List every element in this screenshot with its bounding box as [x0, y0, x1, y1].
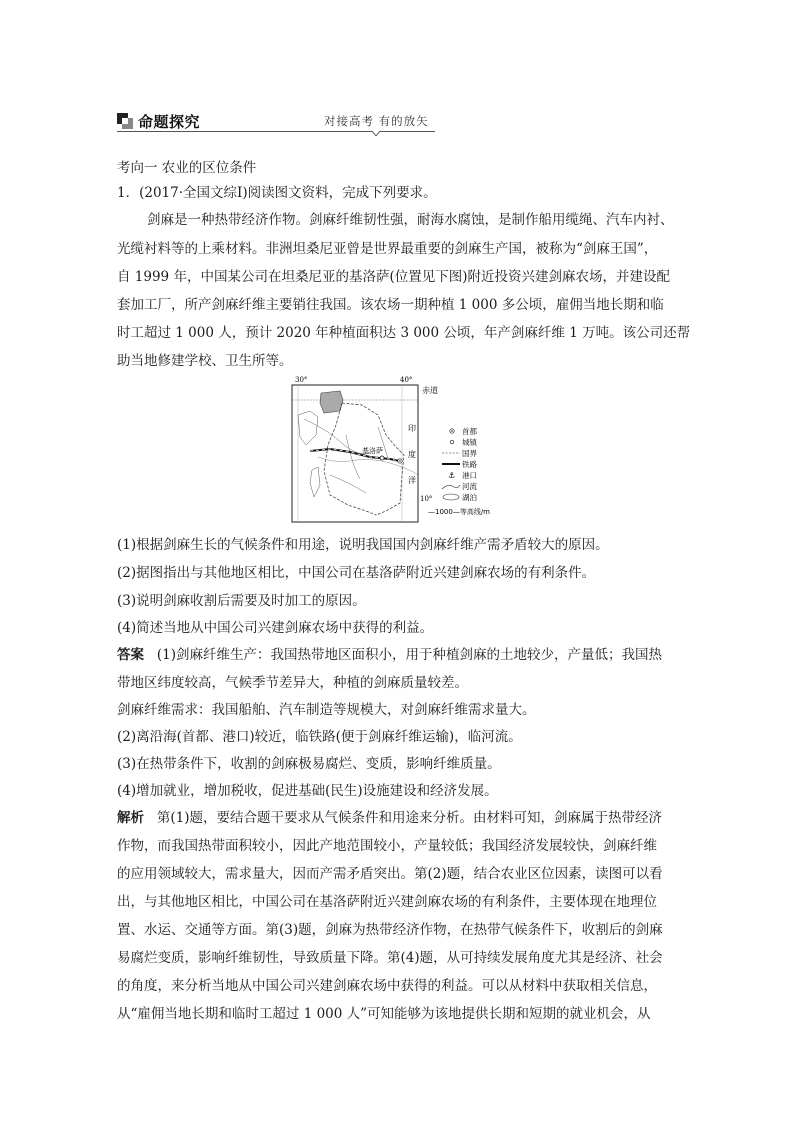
port-icon: ⚓ — [448, 471, 456, 480]
passage-line: 自 1999 年，中国某公司在坦桑尼亚的基洛萨(位置见下图)附近投资兴建剑麻农场，并建设配 — [117, 269, 670, 285]
analysis-line: 出，与其他地区相比，中国公司在基洛萨附近兴建剑麻农场的有利条件，主要体现在地理位 — [117, 894, 657, 910]
legend-label: 国界 — [462, 449, 477, 458]
analysis-line: 易腐烂变质，影响纤维韧性，导致质量下降。第(4)题，从可持续发展角度尤其是经济、社会 — [117, 950, 663, 966]
answer-text: (1)剑麻纤维生产：我国热带地区面积小，用于种植剑麻的土地较少，产量低；我国热 — [156, 647, 662, 663]
legend-label: 城镇 — [462, 438, 477, 447]
map-lake — [320, 391, 343, 413]
passage-line: 助当地修建学校、卫生所等。 — [117, 353, 293, 369]
banner-notch-icon — [372, 131, 380, 136]
map-lon-label: 40° — [400, 376, 413, 384]
legend-label: 港口 — [462, 471, 477, 480]
town-icon — [450, 440, 454, 444]
map-equator-label: 赤道 — [422, 386, 438, 395]
legend-label: 河流 — [462, 482, 477, 491]
banner-rule — [117, 131, 435, 132]
map-capital-dot — [399, 460, 401, 462]
map-city-label: 基洛萨 — [362, 447, 383, 455]
banner-title: 命题探究 — [138, 113, 201, 131]
answer-line: 剑麻纤维需求：我国船舶、汽车制造等规模大，对剑麻纤维需求量大。 — [117, 702, 536, 718]
answer-label: 答案 — [117, 647, 144, 663]
legend-label: 首都 — [462, 427, 477, 436]
map-lat-label: 10° — [420, 495, 433, 503]
question-item: (1)根据剑麻生长的气候条件和用途，说明我国国内剑麻纤维产需矛盾较大的原因。 — [117, 537, 609, 553]
section-banner — [117, 111, 435, 133]
map-lon-label: 30° — [295, 376, 308, 384]
banner-block-icon — [117, 113, 133, 129]
analysis-line: 的应用领域较大，需求量大，因而产需矛盾突出。第(2)题，结合农业区位因素，读图可以看 — [117, 866, 663, 882]
analysis-label: 解析 — [117, 810, 144, 826]
lake-icon — [443, 494, 459, 500]
answer-line: (2)离沿海(首都、港口)较近，临铁路(便于剑麻纤维运输)，临河流。 — [117, 729, 522, 745]
map-legend — [428, 426, 490, 516]
map-city-icon — [380, 456, 384, 460]
analysis-line: 从“雇佣当地长期和临时工超过 1 000 人”可知能够为该地提供长期和短期的就业机会，从 — [117, 1006, 651, 1022]
answer-line: (4)增加就业，增加税收，促进基础(民生)设施建设和经济发展。 — [117, 783, 498, 799]
river-icon — [442, 485, 460, 489]
banner-subtitle: 对接高考 有的放矢 — [324, 114, 429, 128]
legend-label: 湖泊 — [462, 493, 477, 502]
passage-line: 套加工厂，所产剑麻纤维主要销往我国。该农场一期种植 1 000 多公顷，雇佣当地长期和临 — [117, 297, 664, 313]
analysis-line — [117, 808, 680, 828]
passage-line: 时工超过 1 000 人，预计 2020 年种植面积达 3 000 公顷，年产剑麻纤维 1 万吨。该公司还帮 — [117, 325, 691, 341]
analysis-line: 的角度，来分析当地从中国公司兴建剑麻农场中获得的利益。可以从材料中获取相关信息， — [117, 978, 657, 994]
answer-line: (3)在热带条件下，收割的剑麻极易腐烂、变质，影响纤维质量。 — [117, 756, 501, 772]
tanzania-map — [290, 375, 520, 525]
map-ocean-label: 洋 — [408, 476, 416, 485]
answer-line: 带地区纬度较高，气候季节差异大，种植的剑麻质量较差。 — [117, 675, 468, 691]
analysis-line: 作物，而我国热带面积较小，因此产地范围较小，产量较低；我国经济发展较快，剑麻纤维 — [117, 838, 657, 854]
answer-line — [117, 645, 680, 665]
map-ocean-label: 印 — [408, 424, 416, 433]
section-heading: 考向一 农业的区位条件 — [117, 160, 257, 176]
capital-dot — [451, 430, 453, 432]
map-ocean-label: 度 — [408, 450, 416, 459]
question-item: (4)简述当地从中国公司兴建剑麻农场中获得的利益。 — [117, 620, 434, 636]
passage-line: 光缆衬料等的上乘材料。非洲坦桑尼亚曾是世界最重要的剑麻生产国，被称为“剑麻王国”， — [117, 241, 658, 257]
analysis-text: 第(1)题，要结合题干要求从气候条件和用途来分析。由材料可知，剑麻属于热带经济 — [156, 810, 662, 826]
question-item: (2)据图指出与其他地区相比，中国公司在基洛萨附近兴建剑麻农场的有利条件。 — [117, 565, 596, 581]
analysis-line: 置、水运、交通等方面。第(3)题，剑麻为热带经济作物，在热带气候条件下，收割后的剑麻 — [117, 922, 663, 938]
question-item: (3)说明剑麻收割后需要及时加工的原因。 — [117, 593, 366, 609]
legend-label: 铁路 — [462, 460, 477, 469]
legend-label: —1000—等高线/m — [428, 508, 490, 516]
question-header: 1．(2017·全国文综Ⅰ)阅读图文资料，完成下列要求。 — [117, 185, 437, 201]
passage-line: 剑麻是一种热带经济作物。剑麻纤维韧性强，耐海水腐蚀，是制作船用缆绳、汽车内衬、 — [147, 212, 674, 228]
